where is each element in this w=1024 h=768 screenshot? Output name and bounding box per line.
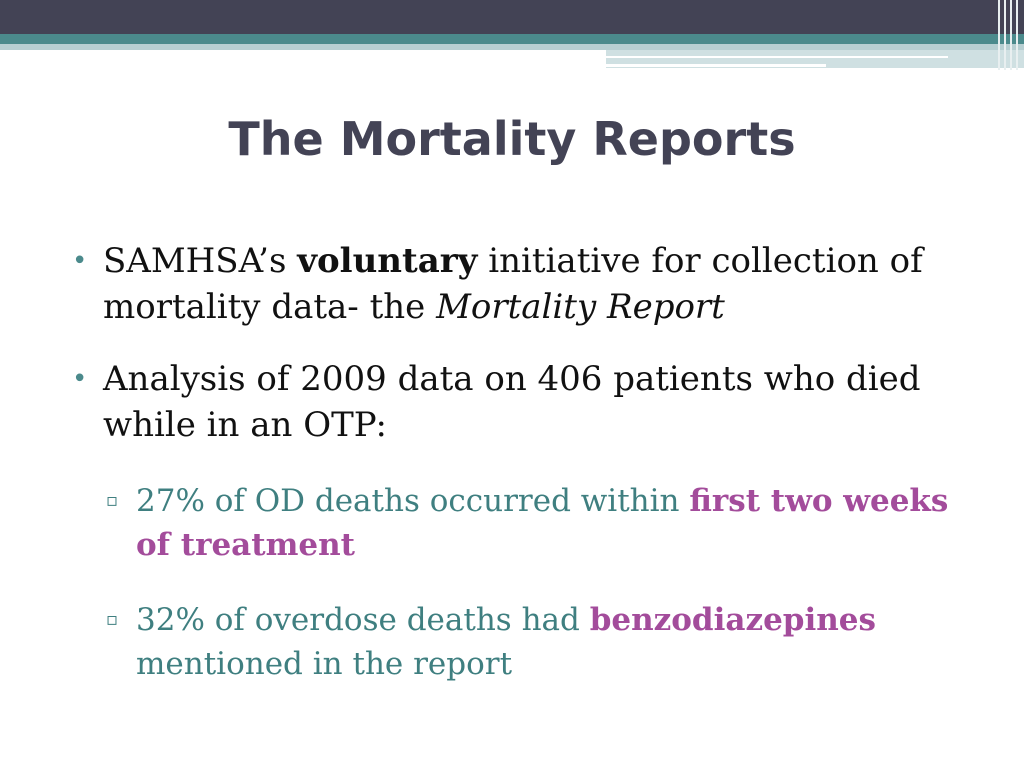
header-bar-teal	[0, 34, 1024, 44]
sub-bullet-od-deaths: ▫ 27% of OD deaths occurred within first two weeks of treatment	[106, 479, 972, 567]
edge-stripes-decoration	[994, 0, 1024, 70]
square-bullet-icon: ▫	[106, 490, 119, 511]
bullet-icon: •	[72, 246, 88, 276]
header-accent-line	[606, 56, 948, 58]
slide-content	[72, 238, 972, 708]
square-bullet-icon: ▫	[106, 609, 119, 630]
bullet-analysis: • Analysis of 2009 data on 406 patients who died while in an OTP:	[72, 356, 972, 448]
header-bar-dark	[0, 0, 1024, 34]
slide-title: The Mortality Reports	[228, 112, 796, 166]
sub-bullet-benzodiazepines: ▫ 32% of overdose deaths had benzodiazepines mentioned in the report	[106, 598, 972, 686]
bullet-icon: •	[72, 364, 88, 394]
bullet-samhsa: • SAMHSA’s voluntary initiative for collection of mortality data- the Mortality Report	[72, 238, 972, 330]
header-accent-line-2	[606, 64, 826, 67]
